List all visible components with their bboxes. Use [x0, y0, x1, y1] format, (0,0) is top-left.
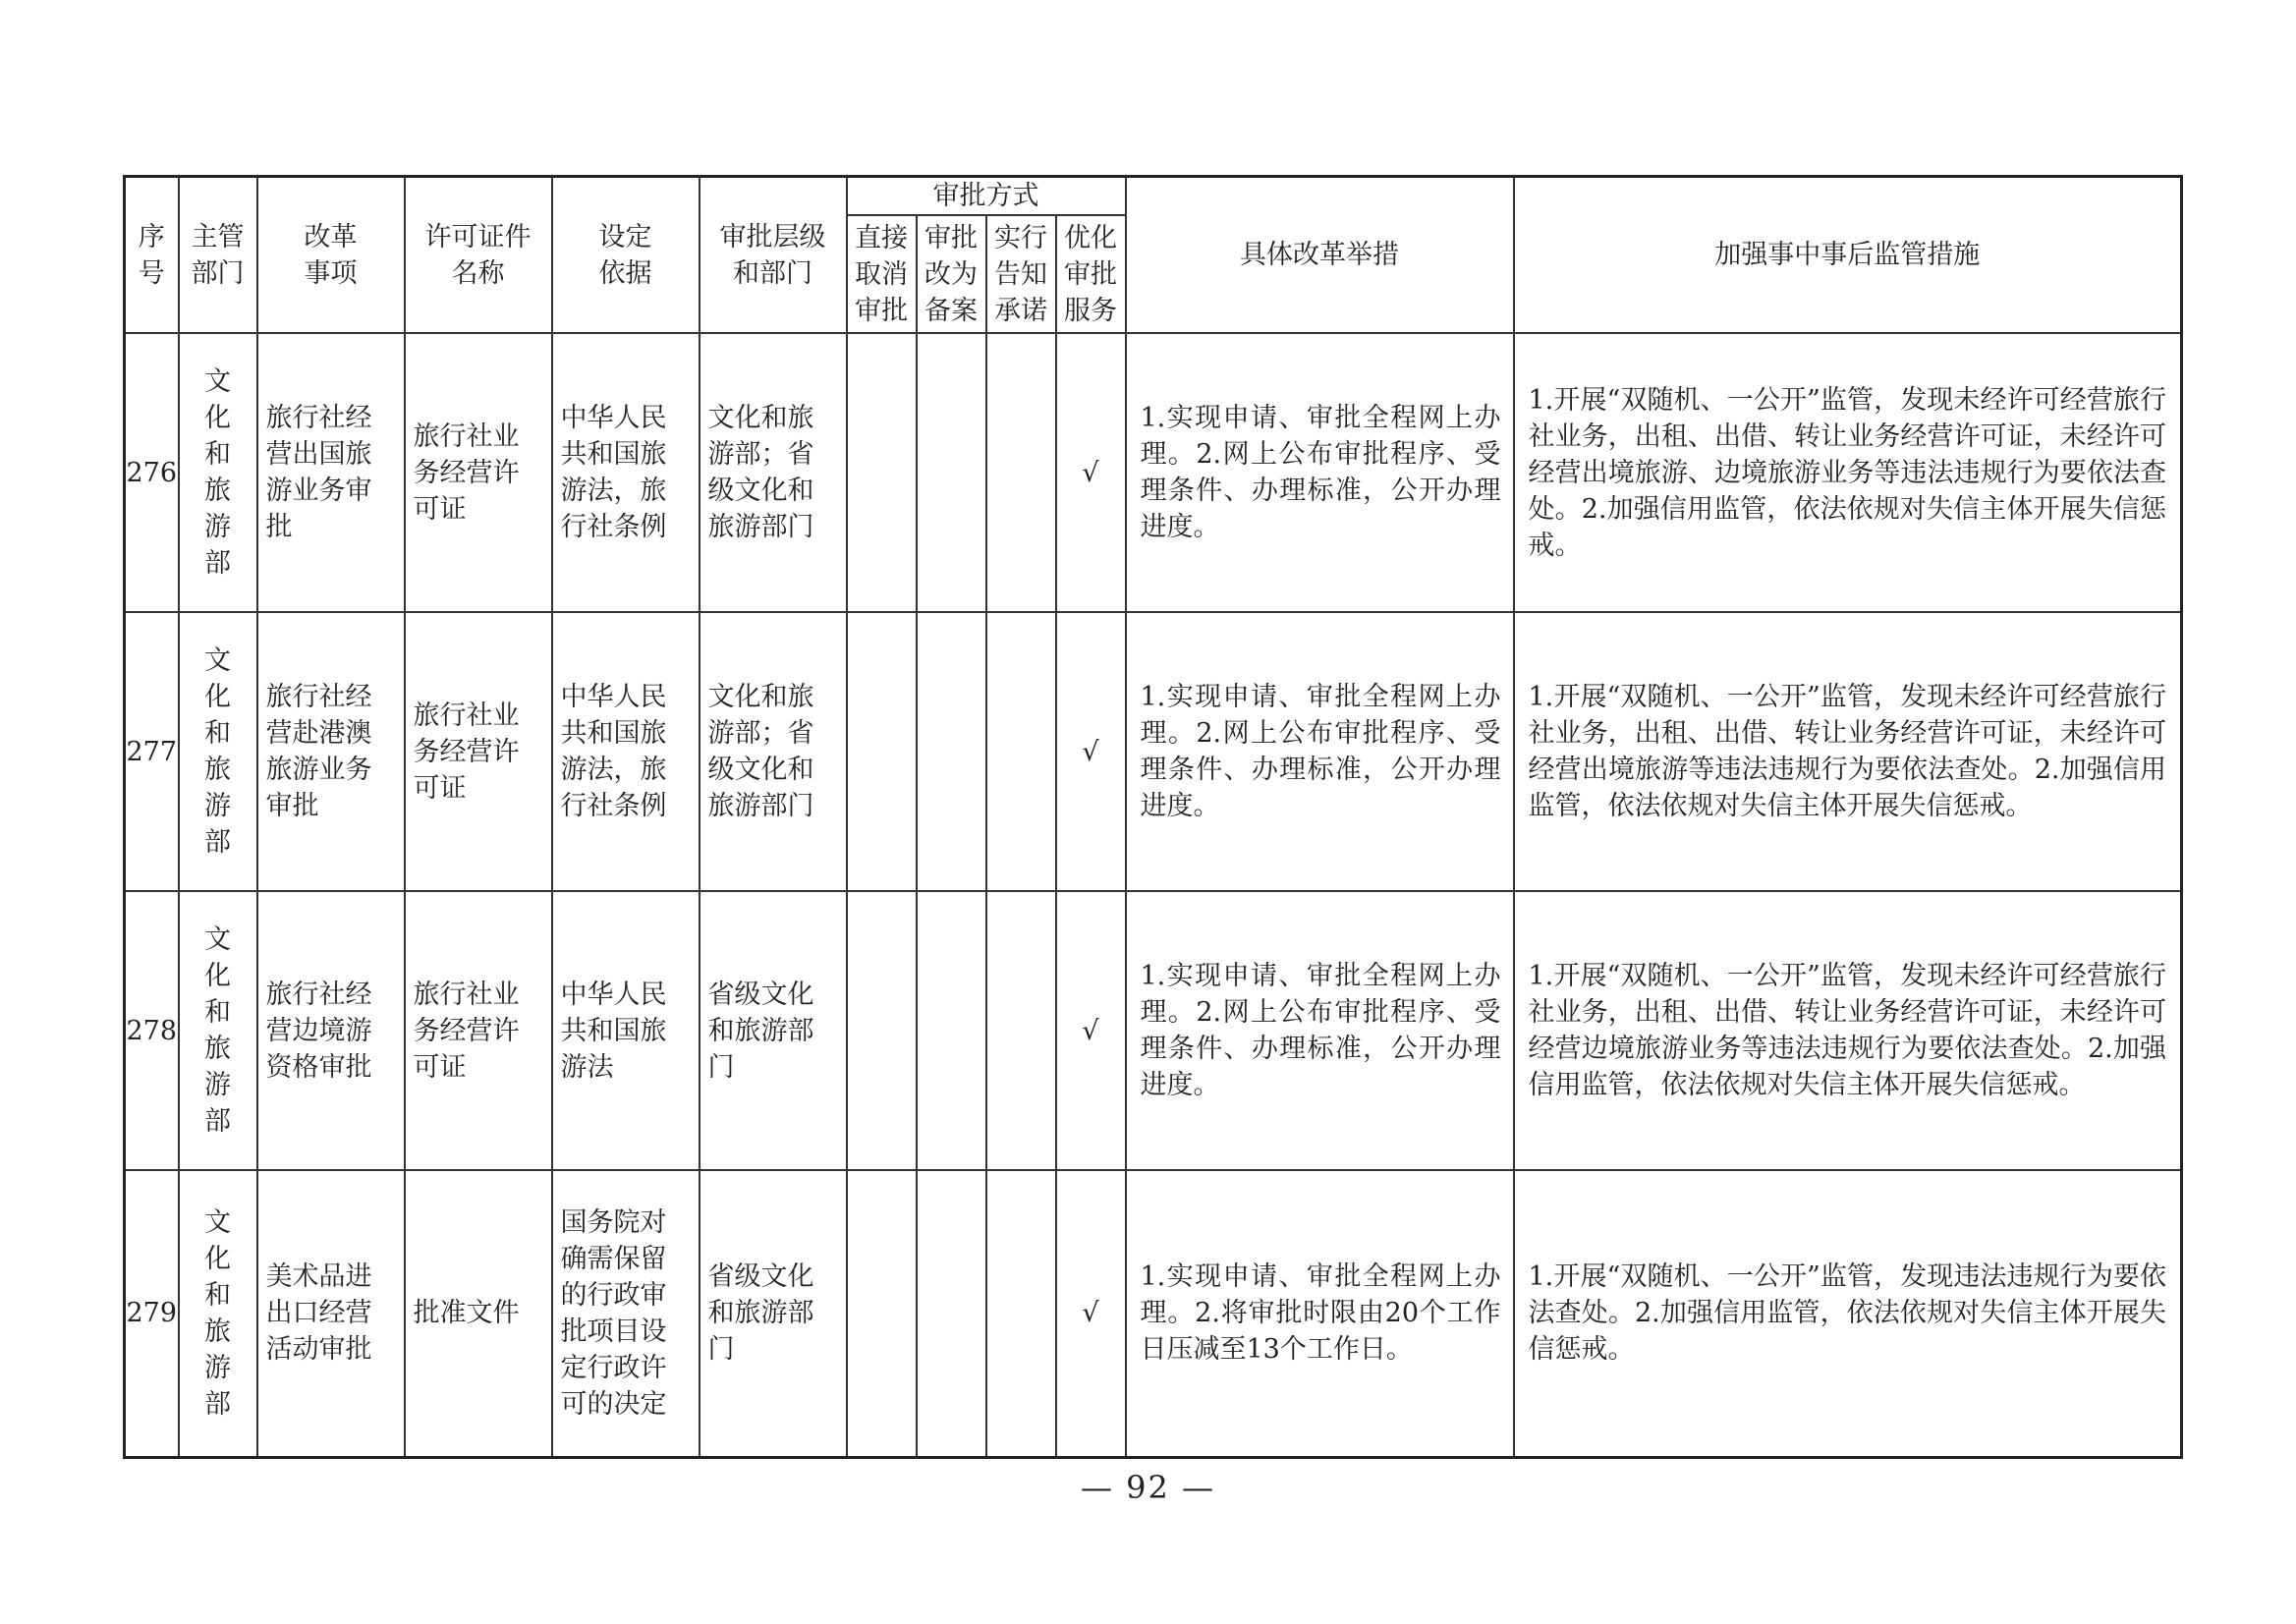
cell-direct-cancel: [847, 891, 917, 1170]
cell-to-filing: [917, 1170, 986, 1457]
cell-seq: 277: [125, 612, 179, 891]
page-number: — 92 —: [1080, 1469, 1216, 1506]
cell-dept: [179, 612, 257, 891]
cell-to-filing: [917, 333, 986, 612]
cell-notification: [986, 333, 1056, 612]
header-seq: 序号: [125, 177, 179, 334]
table-row: [125, 891, 2182, 1170]
cell-dept: [179, 333, 257, 612]
cell-measures: 1.实现申请、审批全程网上办理。2.将审批时限由20个工作日压减至13个工作日。: [1126, 1170, 1514, 1457]
header-basis: 设定依据: [552, 177, 700, 334]
header-optimize: 优化审批服务: [1056, 215, 1126, 333]
table-row: [125, 612, 2182, 891]
table-body: [125, 333, 2182, 1457]
cell-dept: [179, 1170, 257, 1457]
header-direct-cancel: 直接取消审批: [847, 215, 917, 333]
cell-to-filing: [917, 612, 986, 891]
cell-item: 旅行社经营赴港澳旅游业务审批: [257, 612, 405, 891]
dept-label: 文化和旅游部: [204, 366, 231, 579]
cell-direct-cancel: [847, 333, 917, 612]
cell-optimize-check: √: [1056, 891, 1126, 1170]
cell-notification: [986, 1170, 1056, 1457]
header-notification: 实行告知承诺: [986, 215, 1056, 333]
header-to-filing: 审批改为备案: [917, 215, 986, 333]
cell-supervision: 1.开展“双随机、一公开”监管，发现违法违规行为要依法查处。2.加强信用监管，依法依规对失信主体开展失信惩戒。: [1514, 1170, 2182, 1457]
cell-supervision: 1.开展“双随机、一公开”监管，发现未经许可经营旅行社业务，出租、出借、转让业务经营许可证，未经许可经营出境旅游等违法违规行为要依法查处。2.加强信用监管，依法依规对失信主体开展失信惩戒。: [1514, 612, 2182, 891]
cell-seq: 276: [125, 333, 179, 612]
header-approval-group: 审批方式: [847, 177, 1126, 216]
cell-dept: [179, 891, 257, 1170]
table-header: [125, 177, 2182, 334]
cell-supervision: 1.开展“双随机、一公开”监管，发现未经许可经营旅行社业务，出租、出借、转让业务经营许可证，未经许可经营出境旅游、边境旅游业务等违法违规行为要依法查处。2.加强信用监管，依法依规对失信主体开展失信惩戒。: [1514, 333, 2182, 612]
cell-level: 文化和旅游部；省级文化和旅游部门: [700, 612, 847, 891]
cell-level: 省级文化和旅游部门: [700, 1170, 847, 1457]
cell-basis: 中华人民共和国旅游法: [552, 891, 700, 1170]
cell-basis: 中华人民共和国旅游法，旅行社条例: [552, 333, 700, 612]
cell-notification: [986, 891, 1056, 1170]
cell-license: 旅行社业务经营许可证: [405, 333, 552, 612]
cell-item: 旅行社经营边境游资格审批: [257, 891, 405, 1170]
dept-label: 文化和旅游部: [204, 645, 231, 858]
cell-item: 美术品进出口经营活动审批: [257, 1170, 405, 1457]
cell-measures: 1.实现申请、审批全程网上办理。2.网上公布审批程序、受理条件、办理标准，公开办理进度。: [1126, 612, 1514, 891]
header-measures: 具体改革举措: [1126, 177, 1514, 334]
cell-license: 旅行社业务经营许可证: [405, 891, 552, 1170]
header-license: 许可证件名称: [405, 177, 552, 334]
dept-label: 文化和旅游部: [204, 1206, 231, 1420]
cell-direct-cancel: [847, 1170, 917, 1457]
table-row: [125, 333, 2182, 612]
cell-notification: [986, 612, 1056, 891]
cell-seq: 278: [125, 891, 179, 1170]
cell-basis: 中华人民共和国旅游法，旅行社条例: [552, 612, 700, 891]
header-supervision: 加强事中事后监管措施: [1514, 177, 2182, 334]
header-item: 改革事项: [257, 177, 405, 334]
cell-level: 文化和旅游部；省级文化和旅游部门: [700, 333, 847, 612]
cell-item: 旅行社经营出国旅游业务审批: [257, 333, 405, 612]
header-dept: 主管部门: [179, 177, 257, 334]
reform-table: [123, 175, 2183, 1459]
cell-basis: 国务院对确需保留的行政审批项目设定行政许可的决定: [552, 1170, 700, 1457]
cell-supervision: 1.开展“双随机、一公开”监管，发现未经许可经营旅行社业务，出租、出借、转让业务经营许可证，未经许可经营边境旅游业务等违法违规行为要依法查处。2.加强信用监管，依法依规对失信主体开展失信惩戒。: [1514, 891, 2182, 1170]
cell-license: 批准文件: [405, 1170, 552, 1457]
cell-direct-cancel: [847, 612, 917, 891]
cell-optimize-check: √: [1056, 612, 1126, 891]
cell-to-filing: [917, 891, 986, 1170]
dept-label: 文化和旅游部: [204, 924, 231, 1137]
cell-measures: 1.实现申请、审批全程网上办理。2.网上公布审批程序、受理条件、办理标准，公开办理进度。: [1126, 891, 1514, 1170]
table-row: [125, 1170, 2182, 1457]
cell-optimize-check: √: [1056, 333, 1126, 612]
cell-seq: 279: [125, 1170, 179, 1457]
header-level: 审批层级和部门: [700, 177, 847, 334]
cell-license: 旅行社业务经营许可证: [405, 612, 552, 891]
cell-level: 省级文化和旅游部门: [700, 891, 847, 1170]
cell-measures: 1.实现申请、审批全程网上办理。2.网上公布审批程序、受理条件、办理标准，公开办理进度。: [1126, 333, 1514, 612]
cell-optimize-check: √: [1056, 1170, 1126, 1457]
